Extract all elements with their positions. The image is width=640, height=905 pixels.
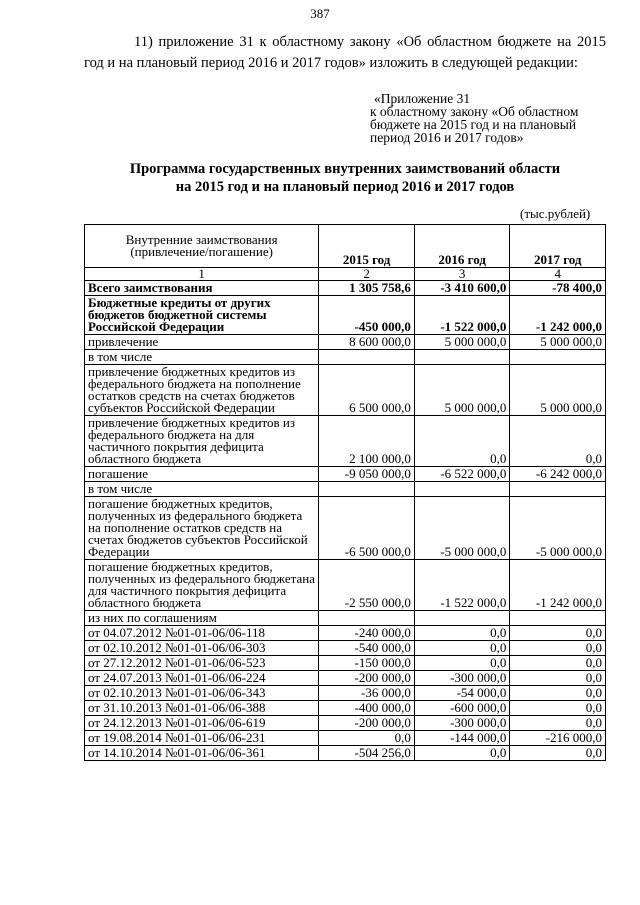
table-row (85, 686, 606, 701)
value-2015: -400 000,0 (319, 701, 415, 716)
value-2017: -1 242 000,0 (510, 296, 606, 335)
value-2016: -300 000,0 (414, 671, 510, 686)
value-2017: 0,0 (510, 671, 606, 686)
value-2016: 0,0 (414, 656, 510, 671)
table-row (85, 626, 606, 641)
table-body (85, 281, 606, 761)
value-2015: -150 000,0 (319, 656, 415, 671)
table-row (85, 416, 606, 467)
intro-text: 11) приложение 31 к областному закону «Об областном бюджете на 2015 год и на плановый период 2016 и 2017 годов» изложить в следующей редакции: (84, 34, 606, 71)
row-label: от 27.12.2012 №01-01-06/06-523 (85, 656, 319, 671)
table-row (85, 335, 606, 350)
value-2015: 6 500 000,0 (319, 365, 415, 416)
row-label: в том числе (85, 482, 319, 497)
value-2017: 0,0 (510, 701, 606, 716)
annex-line-2: к областному закону «Об областном (370, 104, 579, 119)
value-2017: 0,0 (510, 686, 606, 701)
table-row (85, 482, 606, 497)
table-row (85, 641, 606, 656)
value-2017: -1 242 000,0 (510, 560, 606, 611)
annex-reference (370, 92, 620, 144)
row-label: от 04.07.2012 №01-01-06/06-118 (85, 626, 319, 641)
value-2017: 0,0 (510, 641, 606, 656)
value-2015: -200 000,0 (319, 716, 415, 731)
value-2015 (319, 350, 415, 365)
value-2016 (414, 482, 510, 497)
value-2016: 0,0 (414, 641, 510, 656)
col-number-1: 1 (85, 268, 319, 281)
value-2016: -3 410 600,0 (414, 281, 510, 296)
table-row (85, 467, 606, 482)
value-2016: 0,0 (414, 416, 510, 467)
row-label: привлечение бюджетных кредитов из федерального бюджета на для частичного покрытия дефицита областного бюджета (85, 416, 319, 467)
borrowings-table (84, 224, 606, 761)
value-2016: -54 000,0 (414, 686, 510, 701)
table-row (85, 701, 606, 716)
row-label: от 31.10.2013 №01-01-06/06-388 (85, 701, 319, 716)
value-2016: 0,0 (414, 746, 510, 761)
value-2015: -36 000,0 (319, 686, 415, 701)
row-label: Бюджетные кредиты от других бюджетов бюджетной системы Российской Федерации (85, 296, 319, 335)
row-label: от 24.12.2013 №01-01-06/06-619 (85, 716, 319, 731)
value-2017: -6 242 000,0 (510, 467, 606, 482)
header-description: Внутренние заимствования (привлечение/погашение) (85, 225, 319, 268)
table-row (85, 671, 606, 686)
row-label: от 24.07.2013 №01-01-06/06-224 (85, 671, 319, 686)
value-2015: 1 305 758,6 (319, 281, 415, 296)
value-2015: -540 000,0 (319, 641, 415, 656)
header-2016: 2016 год (414, 225, 510, 268)
annex-line-3: бюджете на 2015 год и на плановый (370, 117, 577, 132)
row-label: погашение (85, 467, 319, 482)
value-2016: -5 000 000,0 (414, 497, 510, 560)
table-row (85, 746, 606, 761)
table-row (85, 497, 606, 560)
document-title (84, 160, 606, 196)
table-row (85, 731, 606, 746)
units-label: (тыс.рублей) (520, 206, 591, 221)
value-2015: -9 050 000,0 (319, 467, 415, 482)
annex-line-4: период 2016 и 2017 годов» (370, 130, 524, 145)
value-2015: 8 600 000,0 (319, 335, 415, 350)
value-2017: 0,0 (510, 656, 606, 671)
table-row (85, 296, 606, 335)
value-2017: 5 000 000,0 (510, 365, 606, 416)
value-2015 (319, 611, 415, 626)
row-label: погашение бюджетных кредитов, полученных из федерального бюджета на пополнение остатков средств на счетах бюджетов субъектов Российской Федерации (85, 497, 319, 560)
row-label: в том числе (85, 350, 319, 365)
table-row (85, 281, 606, 296)
value-2015: -504 256,0 (319, 746, 415, 761)
row-label: погашение бюджетных кредитов, полученных из федерального бюджетана для частичного покрытия дефицита областного бюджета (85, 560, 319, 611)
table-row (85, 350, 606, 365)
value-2017: 5 000 000,0 (510, 335, 606, 350)
col-number-2: 2 (319, 268, 415, 281)
value-2017: 0,0 (510, 416, 606, 467)
value-2017: 0,0 (510, 626, 606, 641)
table-row (85, 611, 606, 626)
value-2016: -1 522 000,0 (414, 560, 510, 611)
value-2016: 5 000 000,0 (414, 335, 510, 350)
value-2017: -216 000,0 (510, 731, 606, 746)
row-label: привлечение бюджетных кредитов из федерального бюджета на пополнение остатков средств на счетах бюджетов субъектов Российской Федерации (85, 365, 319, 416)
value-2017: 0,0 (510, 746, 606, 761)
value-2016 (414, 611, 510, 626)
annex-line-1: «Приложение 31 (374, 91, 471, 106)
value-2016: -144 000,0 (414, 731, 510, 746)
title-line-1: Программа государственных внутренних заимствований области (129, 161, 561, 177)
intro-paragraph (84, 32, 606, 74)
header-2015: 2015 год (319, 225, 415, 268)
value-2016: -600 000,0 (414, 701, 510, 716)
value-2016: -6 522 000,0 (414, 467, 510, 482)
value-2015: -6 500 000,0 (319, 497, 415, 560)
title-line-2: на 2015 год и на плановый период 2016 и 2017 годов (175, 179, 515, 195)
row-label: от 02.10.2012 №01-01-06/06-303 (85, 641, 319, 656)
value-2017 (510, 611, 606, 626)
value-2017: -5 000 000,0 (510, 497, 606, 560)
value-2016: -300 000,0 (414, 716, 510, 731)
value-2017: 0,0 (510, 716, 606, 731)
value-2016: 5 000 000,0 (414, 365, 510, 416)
value-2016 (414, 350, 510, 365)
row-label: от 02.10.2013 №01-01-06/06-343 (85, 686, 319, 701)
page-number: 387 (310, 6, 330, 21)
value-2015 (319, 482, 415, 497)
row-label: Всего заимствования (85, 281, 319, 296)
table-row (85, 656, 606, 671)
col-number-4: 4 (510, 268, 606, 281)
value-2015: -450 000,0 (319, 296, 415, 335)
value-2015: 0,0 (319, 731, 415, 746)
col-number-3: 3 (414, 268, 510, 281)
value-2016: -1 522 000,0 (414, 296, 510, 335)
table-row (85, 560, 606, 611)
value-2015: -240 000,0 (319, 626, 415, 641)
value-2017 (510, 350, 606, 365)
value-2016: 0,0 (414, 626, 510, 641)
table-row (85, 365, 606, 416)
table-row (85, 716, 606, 731)
value-2017 (510, 482, 606, 497)
row-label: от 19.08.2014 №01-01-06/06-231 (85, 731, 319, 746)
value-2017: -78 400,0 (510, 281, 606, 296)
value-2015: 2 100 000,0 (319, 416, 415, 467)
value-2015: -2 550 000,0 (319, 560, 415, 611)
value-2015: -200 000,0 (319, 671, 415, 686)
header-2017: 2017 год (510, 225, 606, 268)
row-label: от 14.10.2014 №01-01-06/06-361 (85, 746, 319, 761)
row-label: привлечение (85, 335, 319, 350)
row-label: из них по соглашениям (85, 611, 319, 626)
